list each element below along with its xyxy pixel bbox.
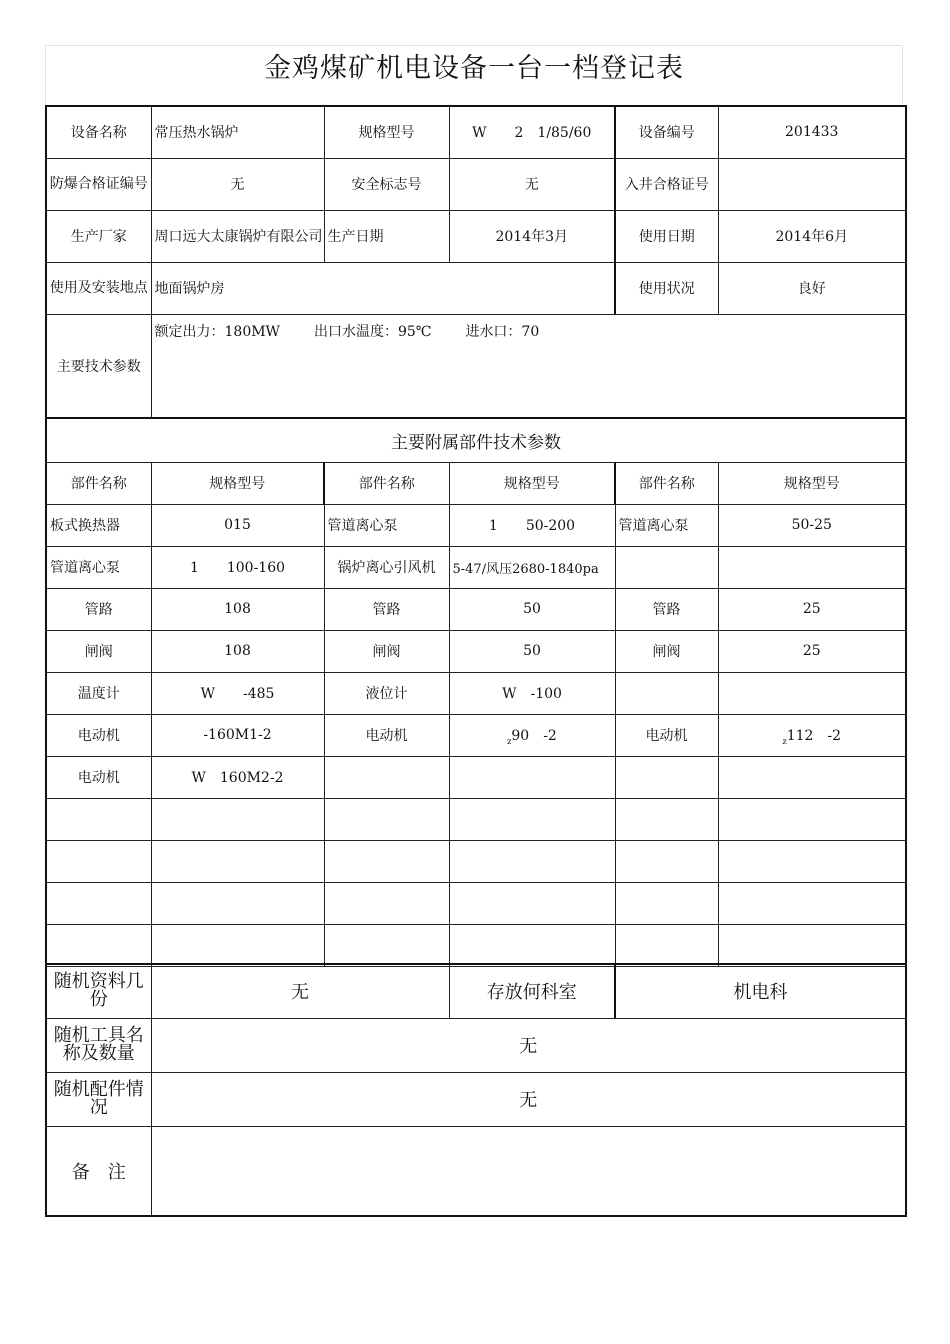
page-title: 金鸡煤矿机电设备一台一档登记表	[264, 53, 684, 84]
table-row	[46, 924, 906, 966]
part-name: 电动机	[46, 714, 151, 756]
tools-row	[46, 1018, 906, 1072]
table-row	[46, 756, 906, 798]
status-label: 使用状况	[615, 262, 718, 314]
part-model: W 160M2-2	[151, 756, 324, 798]
col-part-name-2: 部件名称	[324, 462, 449, 504]
production-date-value: 2014年3月	[449, 210, 615, 262]
part-model	[718, 756, 906, 798]
equipment-name-value: 常压热水锅炉	[151, 106, 324, 158]
main-params-label: 主要技术参数	[46, 314, 151, 418]
part-model: 108	[151, 630, 324, 672]
explosion-cert-label: 防爆合格证编号	[46, 158, 151, 210]
part-name	[324, 924, 449, 966]
part-model	[151, 840, 324, 882]
part-model	[718, 924, 906, 966]
storage-room-label: 存放何科室	[449, 964, 615, 1018]
basic-row-4	[46, 262, 906, 314]
model-value: W 2 1/85/60	[449, 106, 615, 158]
part-model	[151, 882, 324, 924]
table-row	[46, 546, 906, 588]
part-name: 温度计	[46, 672, 151, 714]
part-model-cell	[718, 714, 906, 756]
well-cert-label: 入井合格证号	[615, 158, 718, 210]
col-part-name-1: 部件名称	[46, 462, 151, 504]
part-name	[615, 882, 718, 924]
docs-row	[46, 964, 906, 1018]
table-row	[46, 882, 906, 924]
parts-column-header	[46, 462, 906, 504]
part-name	[46, 882, 151, 924]
col-part-model-3: 规格型号	[718, 462, 906, 504]
part-name: 管道离心泵	[324, 504, 449, 546]
param-inlet: 进水口：70	[465, 323, 540, 340]
part-model	[449, 840, 615, 882]
location-value: 地面锅炉房	[151, 262, 615, 314]
equipment-number-label: 设备编号	[615, 106, 718, 158]
basic-row-5	[46, 314, 906, 418]
part-model: -160M1-2	[151, 714, 324, 756]
part-name	[324, 756, 449, 798]
basic-row-3	[46, 210, 906, 262]
part-model	[718, 546, 906, 588]
part-model: 5-47/风压2680-1840pa	[449, 546, 615, 588]
part-name	[324, 840, 449, 882]
parts-table	[45, 417, 907, 967]
part-name	[615, 546, 718, 588]
part-model	[718, 882, 906, 924]
part-name: 闸阀	[46, 630, 151, 672]
part-model: W -100	[449, 672, 615, 714]
equipment-number-value: 201433	[718, 106, 906, 158]
tools-label: 随机工具名称及数量	[46, 1018, 151, 1072]
part-name	[615, 924, 718, 966]
param-rated-output: 额定出力：180MW	[154, 323, 280, 340]
subscript-mark: z	[507, 736, 512, 746]
part-model: 108	[151, 588, 324, 630]
part-model	[449, 756, 615, 798]
part-model-cell	[449, 714, 615, 756]
manufacturer-value: 周口远大太康锅炉有限公司	[151, 210, 324, 262]
part-name: 电动机	[324, 714, 449, 756]
parts-section-header	[46, 418, 906, 462]
part-name	[46, 924, 151, 966]
part-model	[151, 924, 324, 966]
part-model	[151, 798, 324, 840]
title-area	[45, 45, 903, 105]
spares-value: 无	[151, 1072, 906, 1126]
equipment-name-label: 设备名称	[46, 106, 151, 158]
basic-info-table	[45, 105, 907, 419]
part-model	[718, 840, 906, 882]
table-row	[46, 672, 906, 714]
part-name: 管路	[46, 588, 151, 630]
part-name: 管路	[324, 588, 449, 630]
basic-row-1	[46, 106, 906, 158]
safety-mark-value: 无	[449, 158, 615, 210]
col-part-name-3: 部件名称	[615, 462, 718, 504]
manufacturer-label: 生产厂家	[46, 210, 151, 262]
part-model: 015	[151, 504, 324, 546]
use-date-value: 2014年6月	[718, 210, 906, 262]
location-label: 使用及安装地点	[46, 262, 151, 314]
part-model	[449, 924, 615, 966]
status-value: 良好	[718, 262, 906, 314]
part-model: 25	[718, 630, 906, 672]
table-row	[46, 630, 906, 672]
parts-section-title: 主要附属部件技术参数	[46, 418, 906, 462]
part-name: 液位计	[324, 672, 449, 714]
part-model	[718, 672, 906, 714]
part-name	[46, 798, 151, 840]
part-name	[615, 798, 718, 840]
part-model: 50-25	[718, 504, 906, 546]
part-name: 闸阀	[615, 630, 718, 672]
table-row	[46, 714, 906, 756]
part-model: 1 50-200	[449, 504, 615, 546]
param-outlet-temperature: 出口水温度：95℃	[313, 323, 432, 340]
part-model: 112 -2	[786, 727, 842, 744]
model-label: 规格型号	[324, 106, 449, 158]
part-model: 90 -2	[511, 727, 557, 744]
part-model: 25	[718, 588, 906, 630]
use-date-label: 使用日期	[615, 210, 718, 262]
docs-label: 随机资料几份	[46, 964, 151, 1018]
basic-row-2	[46, 158, 906, 210]
part-model: 50	[449, 588, 615, 630]
col-part-model-2: 规格型号	[449, 462, 615, 504]
explosion-cert-value: 无	[151, 158, 324, 210]
tools-value: 无	[151, 1018, 906, 1072]
part-model: 50	[449, 630, 615, 672]
part-name: 管道离心泵	[46, 546, 151, 588]
production-date-label: 生产日期	[324, 210, 449, 262]
col-part-model-1: 规格型号	[151, 462, 324, 504]
part-name: 板式换热器	[46, 504, 151, 546]
remark-value	[151, 1126, 906, 1216]
part-name	[615, 756, 718, 798]
part-name: 闸阀	[324, 630, 449, 672]
part-model	[718, 798, 906, 840]
part-name	[324, 882, 449, 924]
spares-label: 随机配件情况	[46, 1072, 151, 1126]
docs-value: 无	[151, 964, 449, 1018]
accessories-table	[45, 963, 907, 1217]
spares-row	[46, 1072, 906, 1126]
storage-room-value: 机电科	[615, 964, 906, 1018]
part-name	[615, 840, 718, 882]
part-name: 电动机	[46, 756, 151, 798]
safety-mark-label: 安全标志号	[324, 158, 449, 210]
table-row	[46, 504, 906, 546]
part-name	[615, 672, 718, 714]
part-name: 管道离心泵	[615, 504, 718, 546]
remark-row	[46, 1126, 906, 1216]
subscript-mark: z	[782, 736, 787, 746]
part-name: 管路	[615, 588, 718, 630]
part-name: 电动机	[615, 714, 718, 756]
part-model	[449, 882, 615, 924]
part-model: W -485	[151, 672, 324, 714]
part-name	[324, 798, 449, 840]
part-name: 锅炉离心引风机	[324, 546, 449, 588]
part-name	[46, 840, 151, 882]
remark-label: 备 注	[46, 1126, 151, 1216]
well-cert-value	[718, 158, 906, 210]
table-row	[46, 798, 906, 840]
part-model: 1 100-160	[151, 546, 324, 588]
part-model	[449, 798, 615, 840]
main-params-value	[151, 314, 906, 418]
table-row	[46, 588, 906, 630]
table-row	[46, 840, 906, 882]
